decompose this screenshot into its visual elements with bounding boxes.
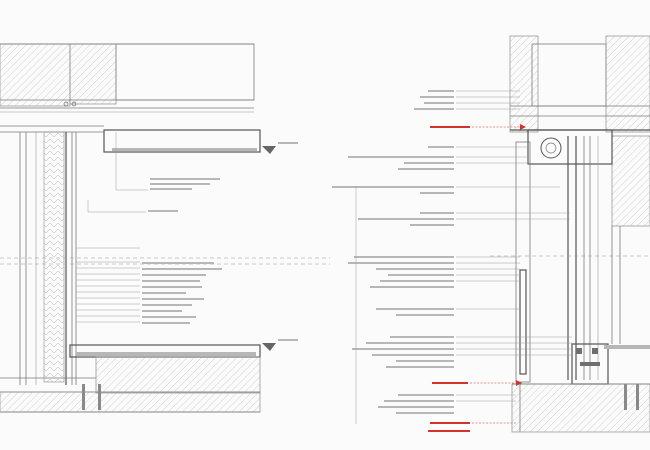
roller-tube xyxy=(541,138,561,158)
left-insulation-layer xyxy=(44,132,64,382)
left-top-beam xyxy=(70,44,116,104)
left-level-marker-top xyxy=(262,146,276,154)
left-floor-slab xyxy=(96,357,260,393)
left-foundation xyxy=(0,392,260,412)
left-callouts xyxy=(76,132,298,341)
red-level-marker-1 xyxy=(430,126,470,128)
left-top-slab xyxy=(0,44,70,106)
right-callouts xyxy=(332,90,572,432)
left-top-room-void xyxy=(116,44,254,100)
right-top-slab xyxy=(606,36,650,132)
right-top-void xyxy=(532,44,606,106)
red-level-marker-2 xyxy=(432,382,468,384)
right-wall-upper xyxy=(612,136,650,226)
right-top-column xyxy=(510,36,538,132)
red-level-marker-4 xyxy=(428,430,470,432)
left-level-marker-floor xyxy=(262,343,276,351)
glass-rail xyxy=(520,270,526,374)
right-section-detail xyxy=(332,36,650,432)
left-section-detail xyxy=(0,44,330,412)
red-level-marker-3 xyxy=(430,422,470,424)
right-floor-slab xyxy=(512,384,650,432)
